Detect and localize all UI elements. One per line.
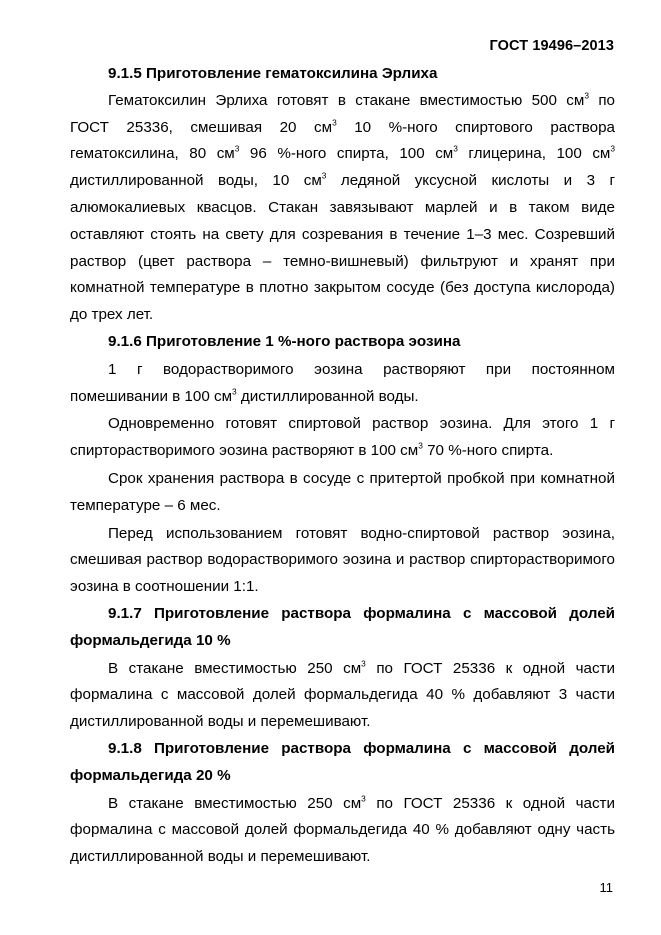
document-body bbox=[70, 61, 615, 871]
paragraph-formalin-10: В стакане вместимостью 250 $см^3$ по ГОСТ 25336 к одной части формалина с массовой долей формальдегида 40 % добавляют 3 части дистиллированной воды и перемешивают. bbox=[70, 658, 615, 731]
section-heading-9-1-7: 9.1.7 Приготовление раствора формалина с массовой долей формальдегида 10 % bbox=[70, 604, 615, 649]
paragraph-eosin-water: 1 г водорастворимого эозина растворяют при постоянном помешивании в 100 $см^3$ дистиллированной воды. bbox=[70, 360, 615, 405]
section-heading-9-1-5: 9.1.5 Приготовление гематоксилина Эрлиха bbox=[108, 65, 438, 82]
section-heading-9-1-8: 9.1.8 Приготовление раствора формалина с массовой долей формальдегида 20 % bbox=[70, 739, 615, 784]
paragraph-eosin-alcohol: Одновременно готовят спиртовой раствор эозина. Для этого 1 г спирторастворимого эозина растворяют в 100 $см^3$ 70 %-ного спирта. bbox=[70, 415, 615, 460]
paragraph-formalin-20: В стакане вместимостью 250 $см^3$ по ГОСТ 25336 к одной части формалина с массовой долей формальдегида 40 % добавляют одну часть дистиллированной воды и перемешивают. bbox=[70, 793, 615, 866]
paragraph-eosin-storage: Срок хранения раствора в сосуде с притертой пробкой при комнатной температуре – 6 мес. bbox=[70, 469, 615, 514]
paragraph-eosin-mix: Перед использованием готовят водно-спиртовой раствор эозина, смешивая раствор водорастворимого эозина и раствор спирторастворимого эозина в соотношении 1:1. bbox=[70, 524, 615, 596]
page-number: 11 bbox=[599, 880, 613, 895]
paragraph-hematoxylin: Гематоксилин Эрлиха готовят в стакане вместимостью 500 $см^3$ по ГОСТ 25336, смешивая 20 $см^3$ 10 %-ного спиртового раствора гематоксилина, 80 $см^3$ 96 %-ного спирта, 100 $см^3$ глицерина, 100 $см^3$ дистиллированной воды, 10 $см^3$ ледяной уксусной кислоты и 3 г алюмокалиевых квасцов. Стакан завязывают марлей и в таком виде оставляют стоять на свету для созревания в течение 1–3 мес. Созревший раствор (цвет раствора – темно-вишневый) фильтруют и хранят при комнатной температуре в плотно закрытом сосуде (без доступа кислорода) до трех лет. bbox=[70, 90, 616, 324]
standard-designation: ГОСТ 19496–2013 bbox=[489, 38, 614, 54]
section-heading-9-1-6: 9.1.6 Приготовление 1 %-ного раствора эозина bbox=[108, 332, 461, 350]
